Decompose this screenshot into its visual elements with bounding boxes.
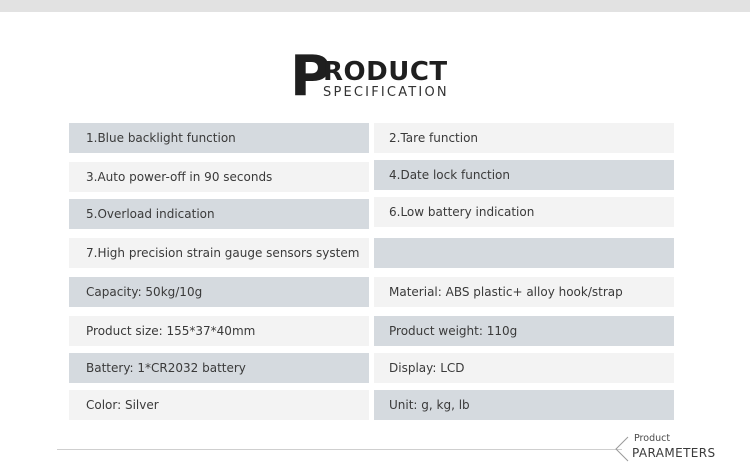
spec-cell: Product size: 155*37*40mm <box>69 316 369 346</box>
top-band <box>0 0 750 12</box>
feature-cell: 6.Low battery indication <box>374 197 674 227</box>
spec-cell: Product weight: 110g <box>374 316 674 346</box>
title-text: RODUCT <box>323 57 448 87</box>
chevron-left-icon <box>608 436 634 462</box>
feature-cell: 2.Tare function <box>374 123 674 153</box>
spec-cell: Unit: g, kg, lb <box>374 390 674 420</box>
footer-divider <box>57 449 622 450</box>
spec-cell: Display: LCD <box>374 353 674 383</box>
feature-cell: 4.Date lock function <box>374 160 674 190</box>
spec-cell: Material: ABS plastic+ alloy hook/strap <box>374 277 674 307</box>
feature-cell: 5.Overload indication <box>69 199 369 229</box>
spec-cell: Color: Silver <box>69 390 369 420</box>
spec-cell: Battery: 1*CR2032 battery <box>69 353 369 383</box>
feature-cell: 3.Auto power-off in 90 seconds <box>69 162 369 192</box>
title-subtitle: SPECIFICATION <box>323 85 449 100</box>
feature-cell-empty <box>374 238 674 268</box>
feature-cell: 7.High precision strain gauge sensors system <box>69 238 369 268</box>
footer-label-big: PARAMETERS <box>632 446 716 460</box>
spec-cell: Capacity: 50kg/10g <box>69 277 369 307</box>
page-title <box>290 44 460 109</box>
feature-cell: 1.Blue backlight function <box>69 123 369 153</box>
title-big-letter: P <box>290 44 332 109</box>
footer-label-small: Product <box>634 433 671 444</box>
